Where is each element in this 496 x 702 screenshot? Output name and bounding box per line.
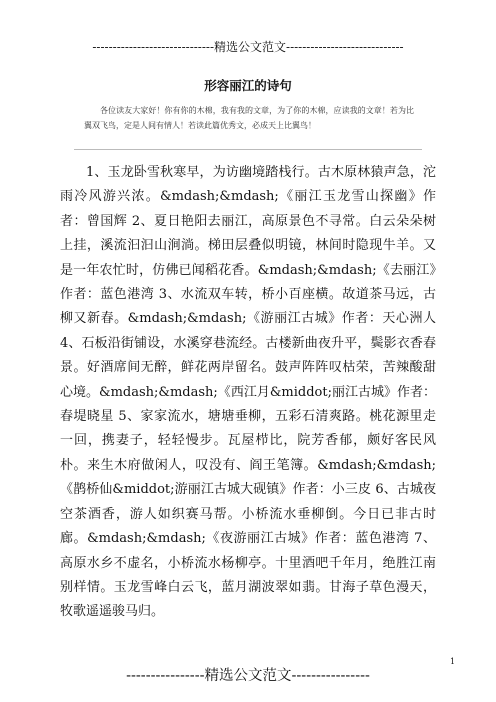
page-footer: ----------------精选公文范文---------------- bbox=[126, 668, 370, 684]
document-title: 形容丽江的诗句 bbox=[204, 78, 292, 93]
page-header: ------------------------------精选公文范文----------------------------- bbox=[92, 40, 404, 54]
page-number: 1 bbox=[450, 657, 456, 666]
divider bbox=[74, 149, 422, 150]
intro-paragraph: 各位读友大家好！你有你的木棉，我有我的文章，为了你的木棉，应读我的文章！若为比翼双飞鸟，定是人间有情人！若读此篇优秀文，必成天上比翼鸟！ bbox=[84, 106, 414, 130]
poem-body: 1、玉龙卧雪秋寒早，为访幽境踏栈行。古木原林猿声急，沱雨冷风游兴浓。&mdash;&mdash;《丽江玉龙雪山探幽》作者：曾国辉 2、夏日艳阳去丽江，高原景色不寻常。白云朵朵树上挂，溪流汩汩山涧淌。梯田层叠似明镜，林间时隐现牛羊。又是一年农忙时，仿佛已闻稻花香。&mdash;&mdash;《去丽江》作者：蓝色港湾 3、水流双车转，桥小百座横。故道茶马远，古柳又新春。&mdash;&mdash;《游丽江古城》作者：天心洲人 4、石板沿街铺设，水溪穿巷流经。古楼新曲夜升平，鬓影衣香春景。好酒席间无醉，鲜花两岸留名。鼓声阵阵叹枯荣，苦辣酸甜心境。&mdash;&mdash;《西江月&middot;丽江古城》作者：春堤晓星 5、家家流水，塘塘垂柳，五彩石清爽路。桃花源里走一回，携妻子，轻轻慢步。瓦屋栉比，院芳香郁，颇好客民风朴。来生木府做闲人，叹没有、阎王笔簿。&mdash;&mdash;《鹊桥仙&middot;游丽江古城大砚镇》作者：小三皮 6、古城夜空茶酒香，游人如织赛马帮。小桥流水垂柳倒。今日已非古时廊。&mdash;&mdash;《夜游丽江古城》作者：蓝色港湾 7、高原水乡不虚名，小桥流水杨柳亭。十里酒吧千年月，绝胜江南别样情。玉龙雪峰白云飞，蓝月湖波翠如翡。甘海子草色漫天，牧歌遥遥骏马归。 bbox=[60, 165, 436, 620]
